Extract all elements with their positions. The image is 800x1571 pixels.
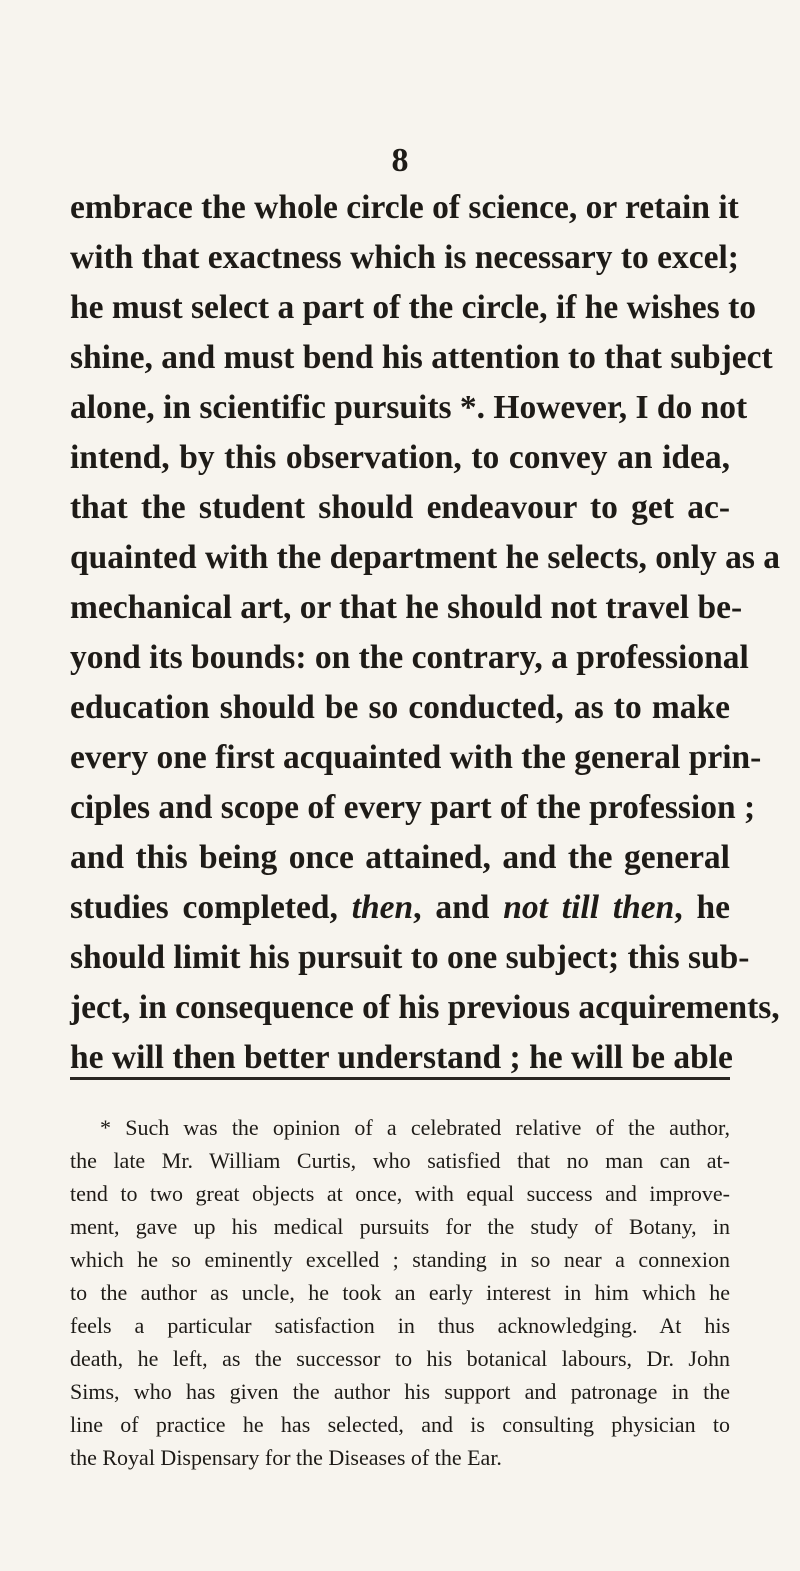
footnote-line: death, he left, as the successor to his botanical labours, Dr. John <box>70 1346 730 1371</box>
text-segment: , he <box>674 889 731 926</box>
text-line: education should be so conducted, as to make <box>70 689 730 726</box>
text-line: yond its bounds: on the contrary, a professional <box>70 639 749 676</box>
text-line: intend, by this observation, to convey an idea, <box>70 439 730 476</box>
footnote-line: the Royal Dispensary for the Diseases of the Ear. <box>70 1445 502 1470</box>
text-line: every one first acquainted with the general prin- <box>70 739 762 776</box>
page-number: 8 <box>391 142 409 179</box>
footnote-line: * Such was the opinion of a celebrated relative of the author, <box>100 1115 730 1140</box>
text-line: he must select a part of the circle, if he wishes to <box>70 289 756 326</box>
italic-text: then <box>351 889 414 926</box>
text-line: should limit his pursuit to one subject; this sub- <box>70 939 750 976</box>
footnote-divider <box>70 1077 730 1080</box>
text-line: he will then better understand ; he will be able <box>70 1039 733 1076</box>
footnote-line: the late Mr. William Curtis, who satisfied that no man can at- <box>70 1148 730 1173</box>
text-line: ciples and scope of every part of the profession ; <box>70 789 756 826</box>
text-line: mechanical art, or that he should not travel be- <box>70 589 743 626</box>
text-segment: studies completed, <box>70 889 352 926</box>
text-line: that the student should endeavour to get ac- <box>70 489 730 526</box>
text-line: embrace the whole circle of science, or retain it <box>70 189 739 226</box>
text-line: shine, and must bend his attention to that subject <box>70 339 773 376</box>
footnote-line: line of practice he has selected, and is consulting physician to <box>70 1412 730 1437</box>
footnote-line: which he so eminently excelled ; standing in so near a connexion <box>70 1247 730 1272</box>
text-line: ject, in consequence of his previous acquirements, <box>70 989 780 1026</box>
text-line: quainted with the department he selects, only as a <box>70 539 781 576</box>
footnote-line: to the author as uncle, he took an early interest in him which he <box>70 1280 730 1305</box>
text-segment: , and <box>413 889 504 926</box>
footnote-line: Sims, who has given the author his support and patronage in the <box>70 1379 730 1404</box>
footnote-line: tend to two great objects at once, with equal success and improve- <box>70 1181 730 1206</box>
text-line: and this being once attained, and the general <box>70 839 730 876</box>
text-line: with that exactness which is necessary to excel; <box>70 239 739 276</box>
footnote-line: ment, gave up his medical pursuits for the study of Botany, in <box>70 1214 730 1239</box>
italic-text: not till then <box>503 889 675 926</box>
text-line: alone, in scientific pursuits *. However, I do not <box>70 389 748 426</box>
footnote-line: feels a particular satisfaction in thus acknowledging. At his <box>70 1313 730 1338</box>
